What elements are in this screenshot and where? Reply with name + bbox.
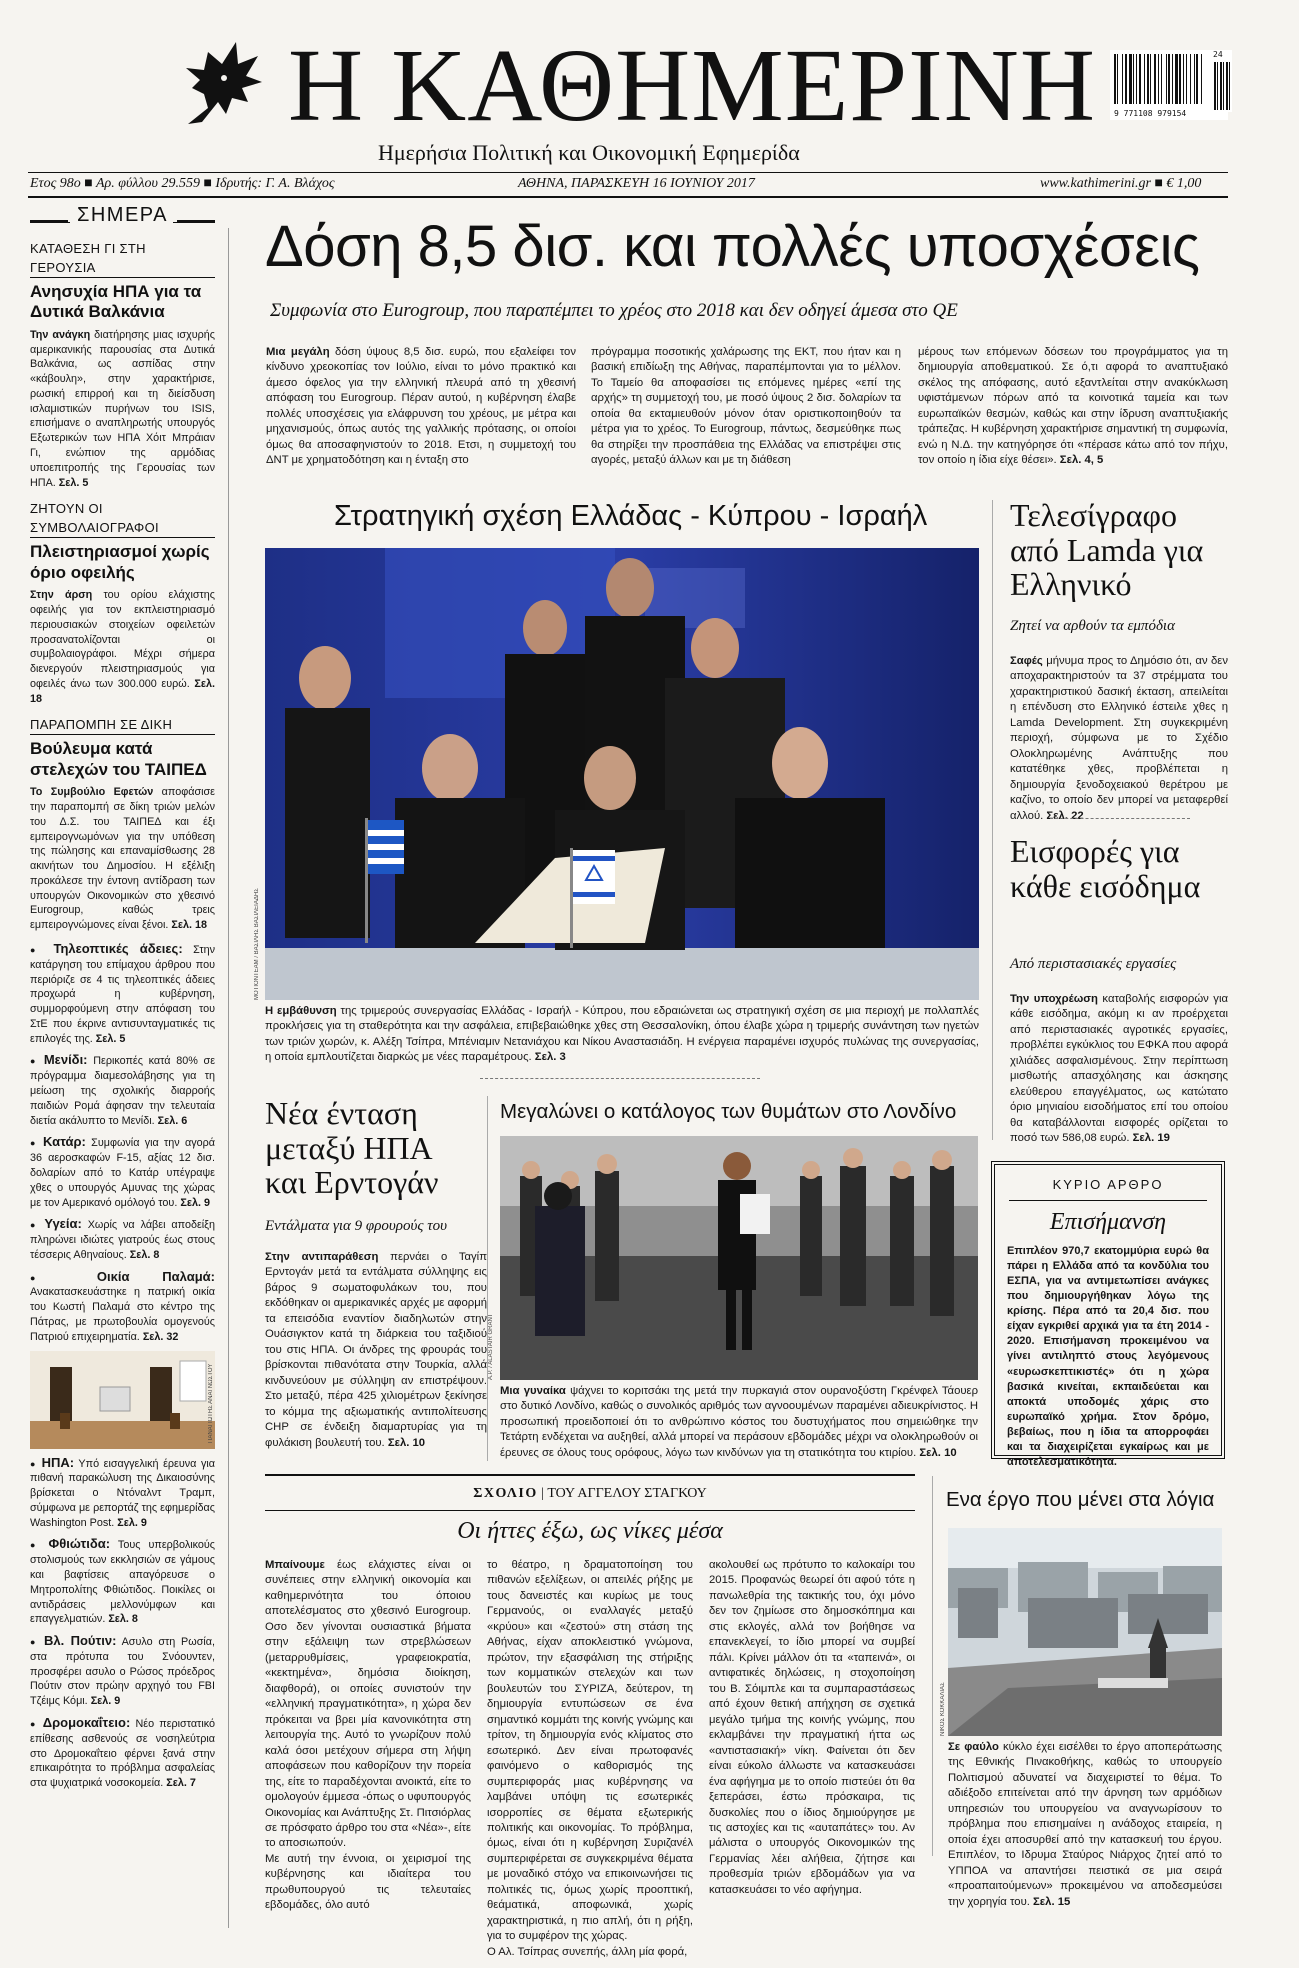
lamda-deck: Ζητεί να αρθούν τα εμπόδια [1010, 618, 1175, 634]
sidebar-story [30, 238, 215, 490]
comment-label-line: ΣΧΟΛΙΟ | ΤΟΥ ΑΓΓΕΛΟΥ ΣΤΑΓΚΟΥ [473, 1486, 707, 1501]
editorial-box [994, 1164, 1222, 1468]
sidebar-story-headline: Βούλευμα κατά στελεχών του ΤΑΙΠΕΔ [30, 739, 207, 779]
art-headline: Ενα έργο που μένει στα λόγια [946, 1488, 1215, 1511]
sidebar-story-kicker: ΠΑΡΑΠΟΜΠΗ ΣΕ ΔΙΚΗ [30, 717, 173, 733]
sidebar-bullet-item: ● Οικία Παλαμά: Ανακατασκευάστηκε η πατρική οικία του Κωστή Παλαμά στο κέντρο της Πάτρας, με πρωτοβουλία ομογενούς Πατριού επιχειρηματία. Σελ. 32 [30, 1268, 215, 1343]
masthead-subtitle: Ημερήσια Πολιτική και Οικονομική Εφημερίδα [378, 140, 800, 165]
lead-body-col2: πρόγραμμα ποσοτικής χαλάρωσης της ΕΚΤ, που ήταν και η βασική επιδίωξη της Αθήνας, παραπέμπονται για το μέλλον. Το Ταμείο θα αποφασίσει τις επόμενες ημέρες «επί της αρχής» τη συμμετοχή του, με ποσό ύψους 2 δισ. δολαρίων τα οποία θα εκταμιευθούν μόνον όταν οριστικοποιηθούν τα μέτρα για το χρέος. Το Eurogroup, πάντως, δεσμεύθηκε πως θα στηρίξει την προσπάθεια της Ελλάδας να επιστρέψει στις αγορές, μεταξύ άλλων και με τη διάθεση [591, 346, 901, 467]
sidebar-bullet-item: ● Μενίδι: Περικοπές κατά 80% σε πρόγραμμα διαμεσολάβησης για τη μείωση της σχολικής διαρροής παιδιών Ρομά άφησαν την τελευταία διετία ακάλυπτο το Μενίδι. Σελ. 6 [30, 1052, 216, 1127]
london-photo [500, 1136, 978, 1380]
london-photo-illustration [500, 1136, 978, 1380]
sidebar-bullet-item: ● Τηλεοπτικές άδειες: Στην κατάργηση του επίμαχου άρθρου που περιόριζε σε 4 τις τηλεοπτικές άδειες προχωρά η κυβέρνηση, συμμορφούμενη στην απόφαση του ΣτΕ που έκρινε αντισυνταγματικές τις επιλογές της. Σελ. 5 [30, 941, 215, 1045]
sidebar-title: ΣΗΜΕΡΑ [76, 204, 168, 226]
summit-caption: Η εμβάθυνση της τριμερούς συνεργασίας Ελλάδας - Ισραήλ - Κύπρου, που εδραιώνεται ως στρατηγική σχέση σε μια περιοχή με πολλαπλές προκλήσεις για τη σταθερότητα και την ασφάλεια, επιβεβαιώθηκε χθες στη Θεσσαλονίκη, όπου έλαβε χώρα η τριμερής συνάντηση των ηγετών των τριών χωρών, κ. Αλέξη Τσίπρα, Μπένιαμιν Νετανιάχου και Νίκου Αναστασιάδη. Η ενέργεια παραμένει ισχυρός πυλώνας της συνεργασίας, η οποία εμπλουτίζεται διαρκώς με νέες παραμέτρους. Σελ. 3 [265, 1005, 979, 1064]
gallery-caption: Σε φαύλο κύκλο έχει εισέλθει το έργο αποπεράτωσης της Εθνικής Πινακοθήκης, καθώς το υπουργείο Πολιτισμού αδυνατεί να διαχειριστεί το θέμα. Το αδιέξοδο επιτείνεται από την άρνηση των αρμόδιων υπηρεσιών του υπουργείου να αναγνωρίσουν το πρόβλημα που επισημαίνει η ανάδοχος εταιρεία, η οποία έχει αποσυρθεί από την κατασκευή του έργου. Επιπλέον, το Ιδρυμα Σταύρος Νιάρχος ζητεί από το ΥΠΠΟΑ να απαντήσει πειστικά σε μια σειρά «προαπαιτούμενων» προκειμένου να αποδεσμεύσει την χορηγία του. Σελ. 15 [948, 1741, 1222, 1908]
barcode-issue: 24 [1213, 50, 1223, 59]
gallery-photo-illustration [948, 1528, 1222, 1736]
issue-info: Ετος 98ο ■ Αρ. φύλλου 29.559 ■ Ιδρυτής: Γ. Α. Βλάχος [30, 176, 335, 191]
sidebar-bullet-item: ● Υγεία: Χωρίς να λάβει αποδείξη πληρώνει ιδιώτες γιατρούς έως στους τέσσερις Αθηναίους. Σελ. 8 [30, 1216, 216, 1261]
sidebar-story [30, 498, 215, 706]
sidebar [30, 200, 215, 1940]
sidebar-story-headline: Πλειστηριασμοί χωρίς όριο οφειλής [30, 542, 210, 582]
sidebar-bullet-item: ● Βλ. Πούτιν: Ασυλο στη Ρωσία, στα πρότυπα του Σνόουντεν, προσφέρει ασυλο ο Ρώσος πρόεδρος Πούτιν στον πρώην αρχηγό του FBI Τζέιμς Κόμι. Σελ. 9 [30, 1633, 215, 1708]
comment-headline: Οι ήττες έξω, ως νίκες μέσα [457, 1518, 723, 1544]
website-price: www.kathimerini.gr ■ € 1,00 [1040, 176, 1202, 191]
comment-col1: Μπαίνουμε έως ελάχιστες είναι οι συνέπειες στην ελληνική οικονομία και καθημερινότητα του όποιου αποτελέσματος στο χθεσινό Eurogroup. Οσο δεν γίνονται ουσιαστικά βήματα στην εξάλειψη των στρεβλώσεων (μεταρρυθμίσεις, γραφειοκρατία, «κεκτημένα», δημόσια διοίκηση, διαφθορά), οι οποίες συνιστούν την «ελληνική πραγματικότητα», η χώρα δεν πρόκειται να βρει μία κανονικότητα στη λειτουργία της. Αυτό το γνωρίζουν πολύ καλά όσοι μετέχουν σήμερα στη λήψη αποφάσεων που καθορίζουν την πορεία της, είτε το παραδέχονται ανοικτά, είτε το ομολογούν έμμεσα -όπως ο υφυπουργός Οικονομίας και Ανάπτυξης Στ. Πιτσιόρλας σε πρόσφατο άρθρο του στα «Νέα»-, είτε το αποσιωπούν. Με αυτή την έννοια, οι χειρισμοί της κυβέρνησης και ιδιαίτερα του πρωθυπουργού τις τελευταίες εβδομάδες, όλο αυτό [265, 1559, 471, 1912]
sidebar-story-headline: Ανησυχία ΗΠΑ για τα Δυτικά Βαλκάνια [30, 282, 202, 322]
usa-headline: Νέα ένταση μεταξύ ΗΠΑ και Ερντογάν [265, 1095, 439, 1201]
usa-deck: Εντάλματα για 9 φρουρούς του [265, 1218, 447, 1234]
london-caption: Μια γυναίκα ψάχνει το κοριτσάκι της μετά την πυρκαγιά στον ουρανοξύστη Γκρένφελ Τάουερ στο δυτικό Λονδίνο, καθώς ο συνολικός αριθμός των αγνοουμένων παραμένει αδιευκρίνιστος. Η προσωπική προειδοποιεί ότι το ανθρώπινο κόστος του δυστυχήματος που σημειώθηκε την Τετάρτη ενδέχεται να αυξηθεί, αλλά μπορεί να περάσουν εβδομάδες μέχρι να ολοκληρωθούν οι έρευνες σε όλους τους ορόφους, λόγω των κινδύνων για τη στατικότητα του κτιρίου. Σελ. 10 [500, 1385, 979, 1459]
editorial-headline: Επισήμανση [1049, 1209, 1167, 1235]
contributions-headline: Εισφορές για κάθε εισόδημα [1010, 833, 1201, 904]
london-photo-credit: A.P. / ALASTAIR GRANT [488, 1313, 494, 1380]
barcode-number: 9 771108 979154 [1114, 109, 1187, 118]
summit-photo [265, 548, 979, 1000]
editorial-body: Επιπλέον 970,7 εκατομμύρια ευρώ θα πάρει η Ελλάδα από τα κονδύλια του ΕΣΠΑ, για να αντιμετωπίσει ανάγκες που δημιουργήθηκαν λόγω της κρίσης. Πέρα από τα 20,4 δισ. που είχαν εγκριθεί αρχικά για τα έτη 2014 - 2020. Επισήμανση προκειμένου να γίνει αντιληπτό στους λεγόμενους «ευρωσκεπτικιστές» ότι η χώρα βασικά κινείται, εκπαιδεύεται και αποκτά υποδομές χάρις στο ευρωπαϊκό χρήμα. Στον δρόμο, βεβαίως, που η ίδια τα απορροφάει και τα διαχειρίζεται εγκαίρως και με αποτελεσματικότητα. [1007, 1245, 1209, 1468]
comment-author: ΤΟΥ ΑΓΓΕΛΟΥ ΣΤΑΓΚΟΥ [547, 1486, 707, 1501]
sidebar-bullet-item: ● Δρομοκαΐτειο: Νέο περιστατικό επίθεσης ασθενούς σε νοσηλεύτρια στο Δρομοκαΐτειο φέρνει ξανά στην επικαιρότητα το πρόβλημα ασφαλείας στα ψυχιατρικά νοσοκομεία. Σελ. 7 [30, 1715, 215, 1790]
sidebar-story-body: Την ανάγκη διατήρησης μιας ισχυρής αμερικανικής παρουσίας στα Δυτικά Βαλκάνια, ως ασπίδας στην «κάβουλη», στην χαρακτήρισε, ρωσική επιρροή και τη διείσδυση ισλαμιστικών πυρήνων του ISIS, επισήμανε ο αναπληρωτής υπουργός Εξωτερικών των ΗΠΑ Χόιτ Μπράιαν Γι, ενώπιον της αρμόδιας υποεπιτροπής της Γερουσίας των ΗΠΑ. Σελ. 5 [30, 328, 215, 489]
barcode-addon [1212, 50, 1232, 112]
contributions-deck: Από περιστασιακές εργασίες [1010, 956, 1177, 972]
comment-col3: ακολουθεί ως πρότυπο το καλοκαίρι του 2015. Προφανώς θεωρεί ότι αφού τότε η πανωλεθρία της τακτικής του, όχι μόνο δεν τον ζημίωσε στο δημοσκόπημα και στις εκλογές, αλλά τον βοήθησε να επανεκλεγεί, το ίδιο μπορεί να συμβεί πάλι. Κρίνει μάλλον ότι τα «ταπεινά», οι αντιφατικές δηλώσεις, η στοχοποίηση του Β. Σόιμπλε και τα συμπαραστάσεως από έχουν θετική απήχηση σε σχετικά μεγάλο τμήμα της κοινής γνώμης, που εκλαμβάνει την πραγματική ήττα ως «αντιστασιακή» νίκη. Φαίνεται ότι δεν είναι εύκολο άλλωστε να κατασκευάσει ένα αφήγημα με το οποίο πιστεύει ότι θα ξεπεράσει, έστω πρόσκαιρα, τις δυσκολίες που ο ίδιος δημιούργησε με τις αστοχίες και τις «αυταπάτες» του. Αν μάλιστα ο υπουργός Οικονομικών της Γερμανίας λέει αλήθεια, ζήτησε και προθεσμία τριών εβδομάδων για να κατασκευάσει το νέο αφήγημα. [709, 1559, 915, 1896]
sidebar-story [30, 714, 215, 933]
palamas-house-photo: ΠΑΝΑΓΙΩΤΗΣ ΑΝΑΓΝΩΣΤΟΥ [30, 1351, 215, 1449]
sidebar-story-kicker: ΖΗΤΟΥΝ ΟΙ ΣΥΜΒΟΛΑΙΟΓΡΑΦΟΙ [30, 501, 159, 536]
barcode [1110, 50, 1228, 120]
comment-label: ΣΧΟΛΙΟ [473, 1486, 538, 1501]
summit-photo-illustration [265, 548, 979, 1000]
griffin-logo-icon [178, 38, 266, 128]
sidebar-bullet-item: ● Φθιώτιδα: Τους υπερβολικούς στολισμούς των εκκλησιών σε γάμους και βαφτίσεις απαγόρευσε ο Μητροπολίτης Φθιώτιδος. Ποικίλες οι αντιδράσεις μελλονύμφων και επαγγελματιών. Σελ. 8 [30, 1536, 215, 1626]
photo-story-headline: Στρατηγική σχέση Ελλάδας - Κύπρου - Ισραήλ [334, 500, 928, 532]
london-headline: Μεγαλώνει ο κατάλογος των θυμάτων στο Λονδίνο [500, 1100, 957, 1123]
lead-body-col1: Μια μεγάλη δόση ύψους 8,5 δισ. ευρώ, που εξαλείφει τον κίνδυνο χρεοκοπίας τον Ιούλιο, είναι το μόνο πρακτικό και άμεσο όφελος για την ελληνική πλευρά από τη χθεσινή απόφαση του Eurogroup. Πέραν αυτού, η κυβέρνηση έλαβε πολλές υποσχέσεις για ελάφρυνση του χρέους, με μέτρα και μηχανισμούς, όπως αυτός της γαλλικής πρότασης, οι οποίοι όμως θα αποσαφηνιστούν το 2018. Ετσι, η συμμετοχή του ΔΝΤ με χρηματοδότηση και η ένταξη στο [266, 346, 576, 467]
gallery-photo-credit: ΝΙΚΟΣ ΚΟΚΚΑΛΙΑΣ [940, 1682, 946, 1736]
masthead-title: Η ΚΑΘΗΜΕΡΙΝΗ [288, 28, 1096, 143]
lead-body-col3: μέρους των επόμενων δόσεων του προγράμματος για τη δημιουργία αποθεματικού. Σε ό,τι αφορά το αναπτυξιακό σκέλος της απόφασης, αυτό εξαντλείται στην ανακύκλωση υφιστάμενων πόρων από τα κοινοτικά ταμεία και των ευρωπαϊκών θεσμών, καθώς και στην ίδρυση αναπτυξιακής τράπεζας. Η κυβέρνηση χαρακτήρισε σημαντική τη συμφωνία, ενώ η Ν.Δ. την κατηγόρησε ότι «πέρασε κάτω από τον πήχυ, τον οποίο η ίδια είχε θέσει». Σελ. 4, 5 [918, 346, 1228, 467]
usa-body: Στην αντιπαράθεση περνάει ο Ταγίπ Ερντογάν μετά τα εντάλματα σύλληψης εις βάρος 9 σωματοφυλάκων του, που εκδόθηκαν οι αμερικανικές αρχές με αφορμή τα επεισόδια εναντίον διαδηλωτών στην Ουάσιγκτον κατά τη διάρκεια του ταξιδιού του στις ΗΠΑ. Οι άνδρες της φρουράς του βρίσκονται πιθανότατα στην Τουρκία, αλλά κινδυνεύουν με σύλληψη αν επιστρέψουν. Στο μεταξύ, πέρα 425 χιλιομέτρων ξεκίνησε το κόμμα της αξιωματικής αντιπολίτευσης CHP σε ένδειξη διαμαρτυρίας για τη φυλάκιση βουλευτή του. Σελ. 10 [265, 1251, 487, 1449]
comment-col2: το θέατρο, η δραματοποίηση του πιθανών εξελίξεων, οι απειλές ρήξης με τους δανειστές και κυρίως με τους Γερμανούς, οι εναλλαγές μεταξύ «κρύου» και «ζεστού» στη στάση της Αθήνας, είχαν αποκλειστικό γνώμονα, πρώτον, την εξασφάλιση της στήριξης των κομματικών στελεχών και των βουλευτών του ΣΥΡΙΖΑ, δεύτερον, τη δημιουργία εντυπώσεων σε ένα σημαντικό κομμάτι της κοινής γνώμης και τρίτον, τη δημιουργία ενός κλίματος στο εσωτερικό. Δεν είναι πρωτοφανές φαινόμενο ο καθορισμός της συμπεριφοράς μιας κυβέρνησης να λαμβάνει υπόψη τις εσωτερικές ισορροπίες σε θέματα εξωτερικής πολιτικής και οικονομίας. Το πρόβλημα, όμως, είναι ότι η κυβέρνηση Συριζανέλ συμπεριφέρεται σε συγκεκριμένα θέματα με μοναδικό στόχο να επικοινωνήσει τις πολιτικές τις, όμως χωρίς προοπτική, θεάματικά, αποφωνικά, χωρίς χαρακτηριστικά, η πιο απλή, ότι η ρήξη, για το συμφέρον της χώρας. Ο Αλ. Τσίπρας συνεπής, άλλη μία φορά, [487, 1559, 693, 1958]
sidebar-story-body: Το Συμβούλιο Εφετών αποφάσισε την παραπομπή σε δίκη τριών μελών του Δ.Σ. του ΤΑΙΠΕΔ και έξι εμπειρογνωμόνων για την υπόθεση της πώλησης και επαναμίσθωσης 28 ακινήτων του Δημοσίου. Η εξέλιξη προκάλεσε την έντονη αντίδραση των υπουργών Οικονομικών στο χθεσινό Eurogroup, καθώς τρεις εμπειρογνώμονες είναι ξένοι. Σελ. 18 [30, 786, 215, 932]
summit-photo-credit: ΜΟΤΙΟΝΤΕΑΜ / ΒΑΣΙΛΗΣ ΒΑΣΙΛΕΙΑΔΗΣ [254, 888, 260, 1000]
lamda-headline: Τελεσίγραφο από Lamda για Ελληνικό [1010, 497, 1204, 603]
gallery-photo [948, 1528, 1222, 1736]
contributions-body: Την υποχρέωση καταβολής εισφορών για κάθε εισόδημα, ακόμη κι αν προέρχεται από περιστασιακές αγροτικές εργασίες, προβλέπει εγκύκλιος του ΕΦΚΑ που αφορά χιλιάδες ασφαλισμένους. Στην περίπτωση μισθωτής απασχόλησης και άσκησης ελεύθερου επαγγέλματος, ως κατώτατο όριο μηνιαίου εισοδήματος επί του οποίου θα καταβάλλονται εισφορές ορίζεται το ποσό των 586,08 ευρώ. Σελ. 19 [1010, 993, 1228, 1145]
lamda-body: Σαφές μήνυμα προς το Δημόσιο ότι, αν δεν αποχαρακτηριστούν τα 37 στρέμματα του χαρακτηριστικού δασική έκταση, απειλείται η επένδυση στο Ελληνικό έστειλε χθες η Lamda Development. Στη συγκεκριμένη περιοχή, σύμφωνα με το Σχέδιο Ολοκληρωμένης Ανάπτυξης που κατατέθηκε χθες, προβλέπεται η δημιουργία ξενοδοχειακού θερέτρου με καζίνο, το οποίο δεν μπορεί να μεταφερθεί αλλού. Σελ. 22 [1010, 655, 1228, 822]
sidebar-bullet-item: ● ΗΠΑ: Υπό εισαγγελική έρευνα για πιθανή παρακώλυση της Δικαιοσύνης βρίσκεται ο Ντόναλντ Τραμπ, σύμφωνα με ρεπορτάζ της εφημερίδας Washington Post. Σελ. 9 [30, 1454, 216, 1529]
lead-deck: Συμφωνία στο Eurogroup, που παραπέμπει το χρέος στο 2018 και δεν οδηγεί άμεσα στο QE [270, 300, 958, 321]
lead-headline: Δόση 8,5 δισ. και πολλές υποσχέσεις [265, 214, 1200, 279]
sidebar-story-body: Στην άρση του ορίου ελάχιστης οφειλής για τον εκπλειστηριασμό περιουσιακών στοιχείων οφειλετών προσανατολίζονται οι συμβολαιογράφοι. Μέχρι σήμερα διενεργούν πλειστηριασμούς για οφειλές άνω των 300.000 ευρώ. Σελ. 18 [30, 589, 215, 705]
date-line: ΑΘΗΝΑ, ΠΑΡΑΣΚΕΥΗ 16 ΙΟΥΝΙΟΥ 2017 [518, 176, 755, 191]
sidebar-bullet-item: ● Κατάρ: Συμφωνία για την αγορά 36 αεροσκαφών F-15, αξίας 12 δισ. δολαρίων από το Κατάρ υπέγραψε χθες ο υπουργός Αμυνας της χώρας με τον Αμερικανό ομόλογό του. Σελ. 9 [30, 1134, 215, 1209]
editorial-label: ΚΥΡΙΟ ΑΡΘΡΟ [1052, 1177, 1164, 1192]
sidebar-story-kicker: ΚΑΤΑΘΕΣΗ ΓΙ ΣΤΗ ΓΕΡΟΥΣΙΑ [30, 241, 146, 275]
